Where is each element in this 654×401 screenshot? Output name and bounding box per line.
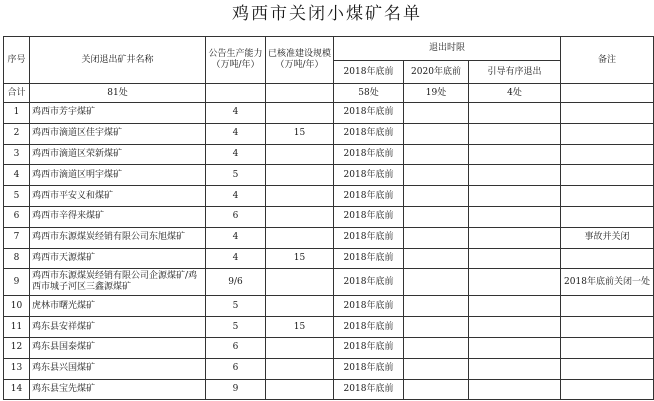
page-title: 鸡西市关闭小煤矿名单 [232, 4, 422, 24]
cell-capacity: 6 [206, 358, 266, 379]
summary-approved [266, 84, 334, 103]
cell-mine-name: 鸡西市滴道区明宇煤矿 [30, 165, 206, 186]
cell-capacity: 6 [206, 337, 266, 358]
cell-exit-2020 [404, 337, 469, 358]
cell-capacity: 6 [206, 206, 266, 227]
cell-approved [266, 144, 334, 165]
cell-exit-2020 [404, 269, 469, 296]
cell-exit-2020 [404, 206, 469, 227]
cell-mine-name: 鸡东县宝先煤矿 [30, 379, 206, 400]
cell-seq: 9 [4, 269, 30, 296]
cell-mine-name: 鸡西市滴道区荣新煤矿 [30, 144, 206, 165]
cell-seq: 8 [4, 248, 30, 269]
cell-exit-2018: 2018年底前 [334, 165, 404, 186]
cell-remark [561, 186, 654, 207]
cell-mine-name: 鸡西市东源煤炭经销有限公司企源煤矿/鸡西市城子河区三鑫源煤矿 [30, 269, 206, 296]
cell-capacity: 4 [206, 144, 266, 165]
cell-seq: 3 [4, 144, 30, 165]
cell-guided-exit [469, 317, 561, 338]
header-exit-period: 退出时限 [334, 37, 561, 61]
cell-approved [266, 206, 334, 227]
cell-exit-2018: 2018年底前 [334, 206, 404, 227]
cell-guided-exit [469, 123, 561, 144]
cell-guided-exit [469, 337, 561, 358]
cell-exit-2018: 2018年底前 [334, 248, 404, 269]
cell-mine-name: 虎林市曙光煤矿 [30, 296, 206, 317]
cell-exit-2020 [404, 165, 469, 186]
table-row [4, 144, 654, 165]
cell-mine-name: 鸡西市芳宇煤矿 [30, 103, 206, 124]
cell-guided-exit [469, 248, 561, 269]
cell-remark [561, 296, 654, 317]
cell-guided-exit [469, 144, 561, 165]
cell-exit-2018: 2018年底前 [334, 103, 404, 124]
cell-approved [266, 296, 334, 317]
cell-approved: 15 [266, 123, 334, 144]
cell-exit-2020 [404, 123, 469, 144]
table-row [4, 379, 654, 400]
summary-row [4, 84, 654, 103]
header-name: 关闭退出矿井名称 [30, 37, 206, 84]
cell-guided-exit [469, 379, 561, 400]
cell-remark [561, 248, 654, 269]
cell-seq: 11 [4, 317, 30, 338]
cell-remark [561, 103, 654, 124]
cell-exit-2018: 2018年底前 [334, 296, 404, 317]
cell-approved [266, 186, 334, 207]
cell-exit-2020 [404, 103, 469, 124]
cell-exit-2018: 2018年底前 [334, 379, 404, 400]
summary-remarks [561, 84, 654, 103]
cell-mine-name: 鸡西市滴道区佳宇煤矿 [30, 123, 206, 144]
cell-guided-exit [469, 103, 561, 124]
cell-remark [561, 144, 654, 165]
table-row [4, 337, 654, 358]
cell-guided-exit [469, 296, 561, 317]
cell-seq: 6 [4, 206, 30, 227]
header-capacity: 公告生产能力（万吨/年） [206, 37, 266, 84]
cell-capacity: 4 [206, 186, 266, 207]
cell-remark [561, 337, 654, 358]
cell-exit-2020 [404, 144, 469, 165]
header-row [4, 37, 654, 61]
cell-seq: 12 [4, 337, 30, 358]
cell-mine-name: 鸡东县国泰煤矿 [30, 337, 206, 358]
cell-seq: 10 [4, 296, 30, 317]
cell-mine-name: 鸡东县安祥煤矿 [30, 317, 206, 338]
table-row [4, 103, 654, 124]
cell-capacity: 9 [206, 379, 266, 400]
cell-seq: 5 [4, 186, 30, 207]
table-row [4, 296, 654, 317]
cell-exit-2020 [404, 248, 469, 269]
cell-seq: 14 [4, 379, 30, 400]
cell-exit-2020 [404, 186, 469, 207]
header-remarks: 备注 [561, 37, 654, 84]
cell-seq: 7 [4, 227, 30, 248]
cell-exit-2018: 2018年底前 [334, 186, 404, 207]
cell-seq: 13 [4, 358, 30, 379]
cell-approved [266, 337, 334, 358]
cell-exit-2018: 2018年底前 [334, 123, 404, 144]
cell-seq: 2 [4, 123, 30, 144]
cell-capacity: 5 [206, 296, 266, 317]
cell-seq: 4 [4, 165, 30, 186]
cell-remark [561, 317, 654, 338]
cell-exit-2020 [404, 379, 469, 400]
cell-approved [266, 379, 334, 400]
cell-approved [266, 227, 334, 248]
table-row [4, 248, 654, 269]
table-row [4, 186, 654, 207]
cell-approved [266, 165, 334, 186]
cell-approved: 15 [266, 248, 334, 269]
cell-guided-exit [469, 165, 561, 186]
cell-capacity: 4 [206, 227, 266, 248]
cell-exit-2018: 2018年底前 [334, 269, 404, 296]
cell-remark: 2018年底前关闭一处 [561, 269, 654, 296]
summary-label: 合计 [4, 84, 30, 103]
summary-count: 81处 [30, 84, 206, 103]
cell-guided-exit [469, 206, 561, 227]
cell-mine-name: 鸡西市平安义和煤矿 [30, 186, 206, 207]
cell-remark [561, 123, 654, 144]
cell-exit-2018: 2018年底前 [334, 337, 404, 358]
cell-approved [266, 103, 334, 124]
cell-remark [561, 379, 654, 400]
cell-capacity: 9/6 [206, 269, 266, 296]
header-seq: 序号 [4, 37, 30, 84]
cell-approved: 15 [266, 317, 334, 338]
header-approved: 已核准建设规模（万吨/年） [266, 37, 334, 84]
cell-capacity: 4 [206, 248, 266, 269]
cell-capacity: 4 [206, 103, 266, 124]
table-row [4, 317, 654, 338]
cell-capacity: 4 [206, 123, 266, 144]
summary-guided-exit: 4处 [469, 84, 561, 103]
cell-capacity: 5 [206, 165, 266, 186]
table-row [4, 358, 654, 379]
cell-approved [266, 358, 334, 379]
cell-exit-2018: 2018年底前 [334, 317, 404, 338]
cell-exit-2020 [404, 358, 469, 379]
cell-remark [561, 358, 654, 379]
cell-exit-2020 [404, 296, 469, 317]
cell-remark [561, 165, 654, 186]
table-row [4, 227, 654, 248]
cell-remark [561, 206, 654, 227]
cell-capacity: 5 [206, 317, 266, 338]
summary-exit-2020: 19处 [404, 84, 469, 103]
mine-closure-table [3, 36, 654, 400]
cell-exit-2018: 2018年底前 [334, 358, 404, 379]
cell-guided-exit [469, 186, 561, 207]
header-exit-2020: 2020年底前 [404, 61, 469, 84]
cell-mine-name: 鸡西市东源煤炭经销有限公司东旭煤矿 [30, 227, 206, 248]
cell-mine-name: 鸡西市辛得来煤矿 [30, 206, 206, 227]
cell-exit-2020 [404, 227, 469, 248]
cell-mine-name: 鸡西市天源煤矿 [30, 248, 206, 269]
header-exit-2018: 2018年底前 [334, 61, 404, 84]
cell-approved [266, 269, 334, 296]
summary-exit-2018: 58处 [334, 84, 404, 103]
table-row [4, 165, 654, 186]
table-row [4, 123, 654, 144]
table-row [4, 269, 654, 296]
cell-guided-exit [469, 358, 561, 379]
summary-capacity [206, 84, 266, 103]
table-row [4, 206, 654, 227]
cell-seq: 1 [4, 103, 30, 124]
cell-guided-exit [469, 269, 561, 296]
cell-exit-2018: 2018年底前 [334, 227, 404, 248]
cell-exit-2020 [404, 317, 469, 338]
cell-exit-2018: 2018年底前 [334, 144, 404, 165]
cell-remark: 事故并关闭 [561, 227, 654, 248]
cell-mine-name: 鸡东县兴国煤矿 [30, 358, 206, 379]
header-guided-exit: 引导有序退出 [469, 61, 561, 84]
cell-guided-exit [469, 227, 561, 248]
